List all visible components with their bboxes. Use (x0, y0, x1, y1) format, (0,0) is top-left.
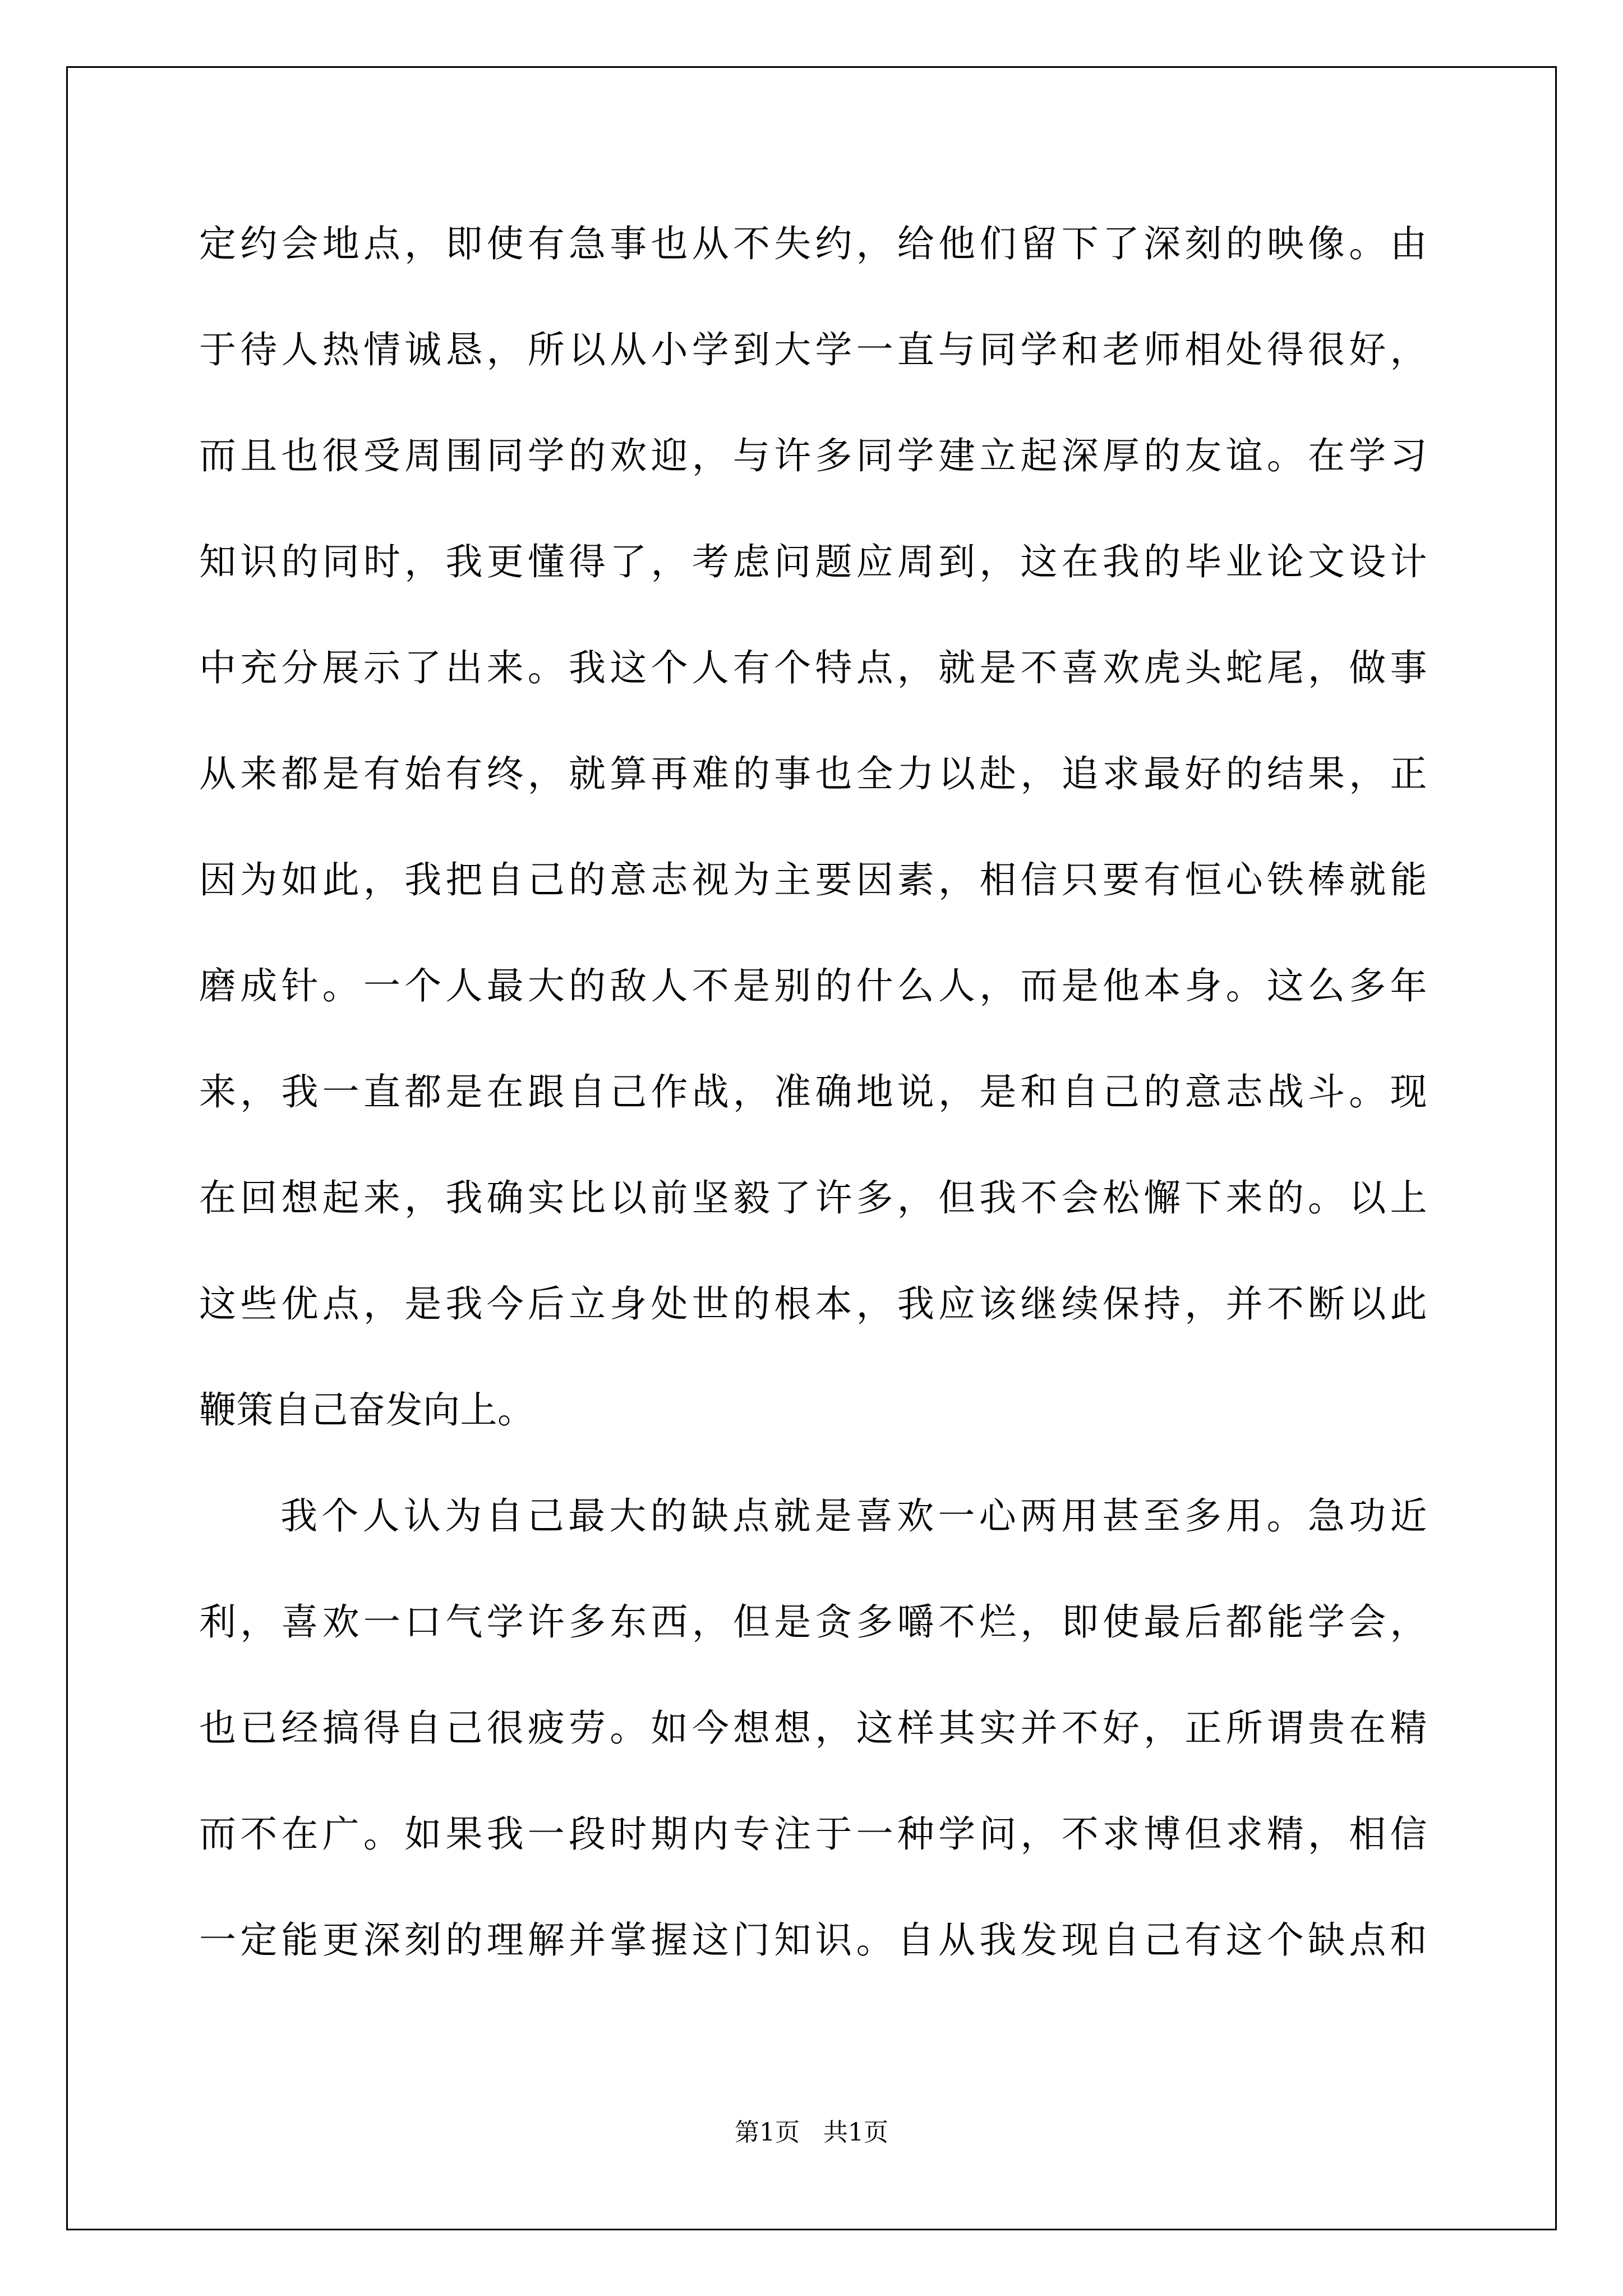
text-line: 知识的同时，我更懂得了，考虑问题应周到，这在我的毕业论文设计 (199, 540, 1427, 583)
text-line: 也已经搞得自己很疲劳。如今想想，这样其实并不好，正所谓贵在精 (199, 1706, 1427, 1750)
text-line: 从来都是有始有终，就算再难的事也全力以赴，追求最好的结果，正 (199, 752, 1427, 795)
text-line: 鞭策自己奋发向上。 (199, 1388, 535, 1432)
text-line: 于待人热情诚恳，所以从小学到大学一直与同学和老师相处得很好， (199, 328, 1427, 371)
paragraph-1 (199, 191, 1427, 1463)
text-line: 这些优点，是我今后立身处世的根本，我应该继续保持，并不断以此 (199, 1282, 1427, 1326)
text-line: 磨成针。一个人最大的敌人不是别的什么人，而是他本身。这么多年 (199, 964, 1427, 1007)
text-line: 而且也很受周围同学的欢迎，与许多同学建立起深厚的友谊。在学习 (199, 434, 1427, 477)
text-line: 而不在广。如果我一段时期内专注于一种学问，不求博但求精，相信 (199, 1812, 1427, 1856)
text-line: 我个人认为自己最大的缺点就是喜欢一心两用甚至多用。急功近 (280, 1494, 1427, 1538)
text-line: 在回想起来，我确实比以前坚毅了许多，但我不会松懈下来的。以上 (199, 1176, 1427, 1220)
document-body (199, 191, 1427, 1993)
text-line: 中充分展示了出来。我这个人有个特点，就是不喜欢虎头蛇尾，做事 (199, 646, 1427, 689)
text-line: 因为如此，我把自己的意志视为主要因素，相信只要有恒心铁棒就能 (199, 858, 1427, 901)
paragraph-2 (199, 1463, 1427, 1993)
text-line: 来，我一直都是在跟自己作战，准确地说，是和自己的意志战斗。现 (199, 1070, 1427, 1114)
text-line: 利，喜欢一口气学许多东西，但是贪多嚼不烂，即使最后都能学会， (199, 1600, 1427, 1644)
page-footer (0, 2112, 1623, 2148)
text-line: 一定能更深刻的理解并掌握这门知识。自从我发现自己有这个缺点和 (199, 1918, 1427, 1962)
text-line: 定约会地点，即使有急事也从不失约，给他们留下了深刻的映像。由 (199, 222, 1427, 265)
page-total: 共1页 (823, 2118, 888, 2147)
page-number: 第1页 (735, 2118, 800, 2147)
